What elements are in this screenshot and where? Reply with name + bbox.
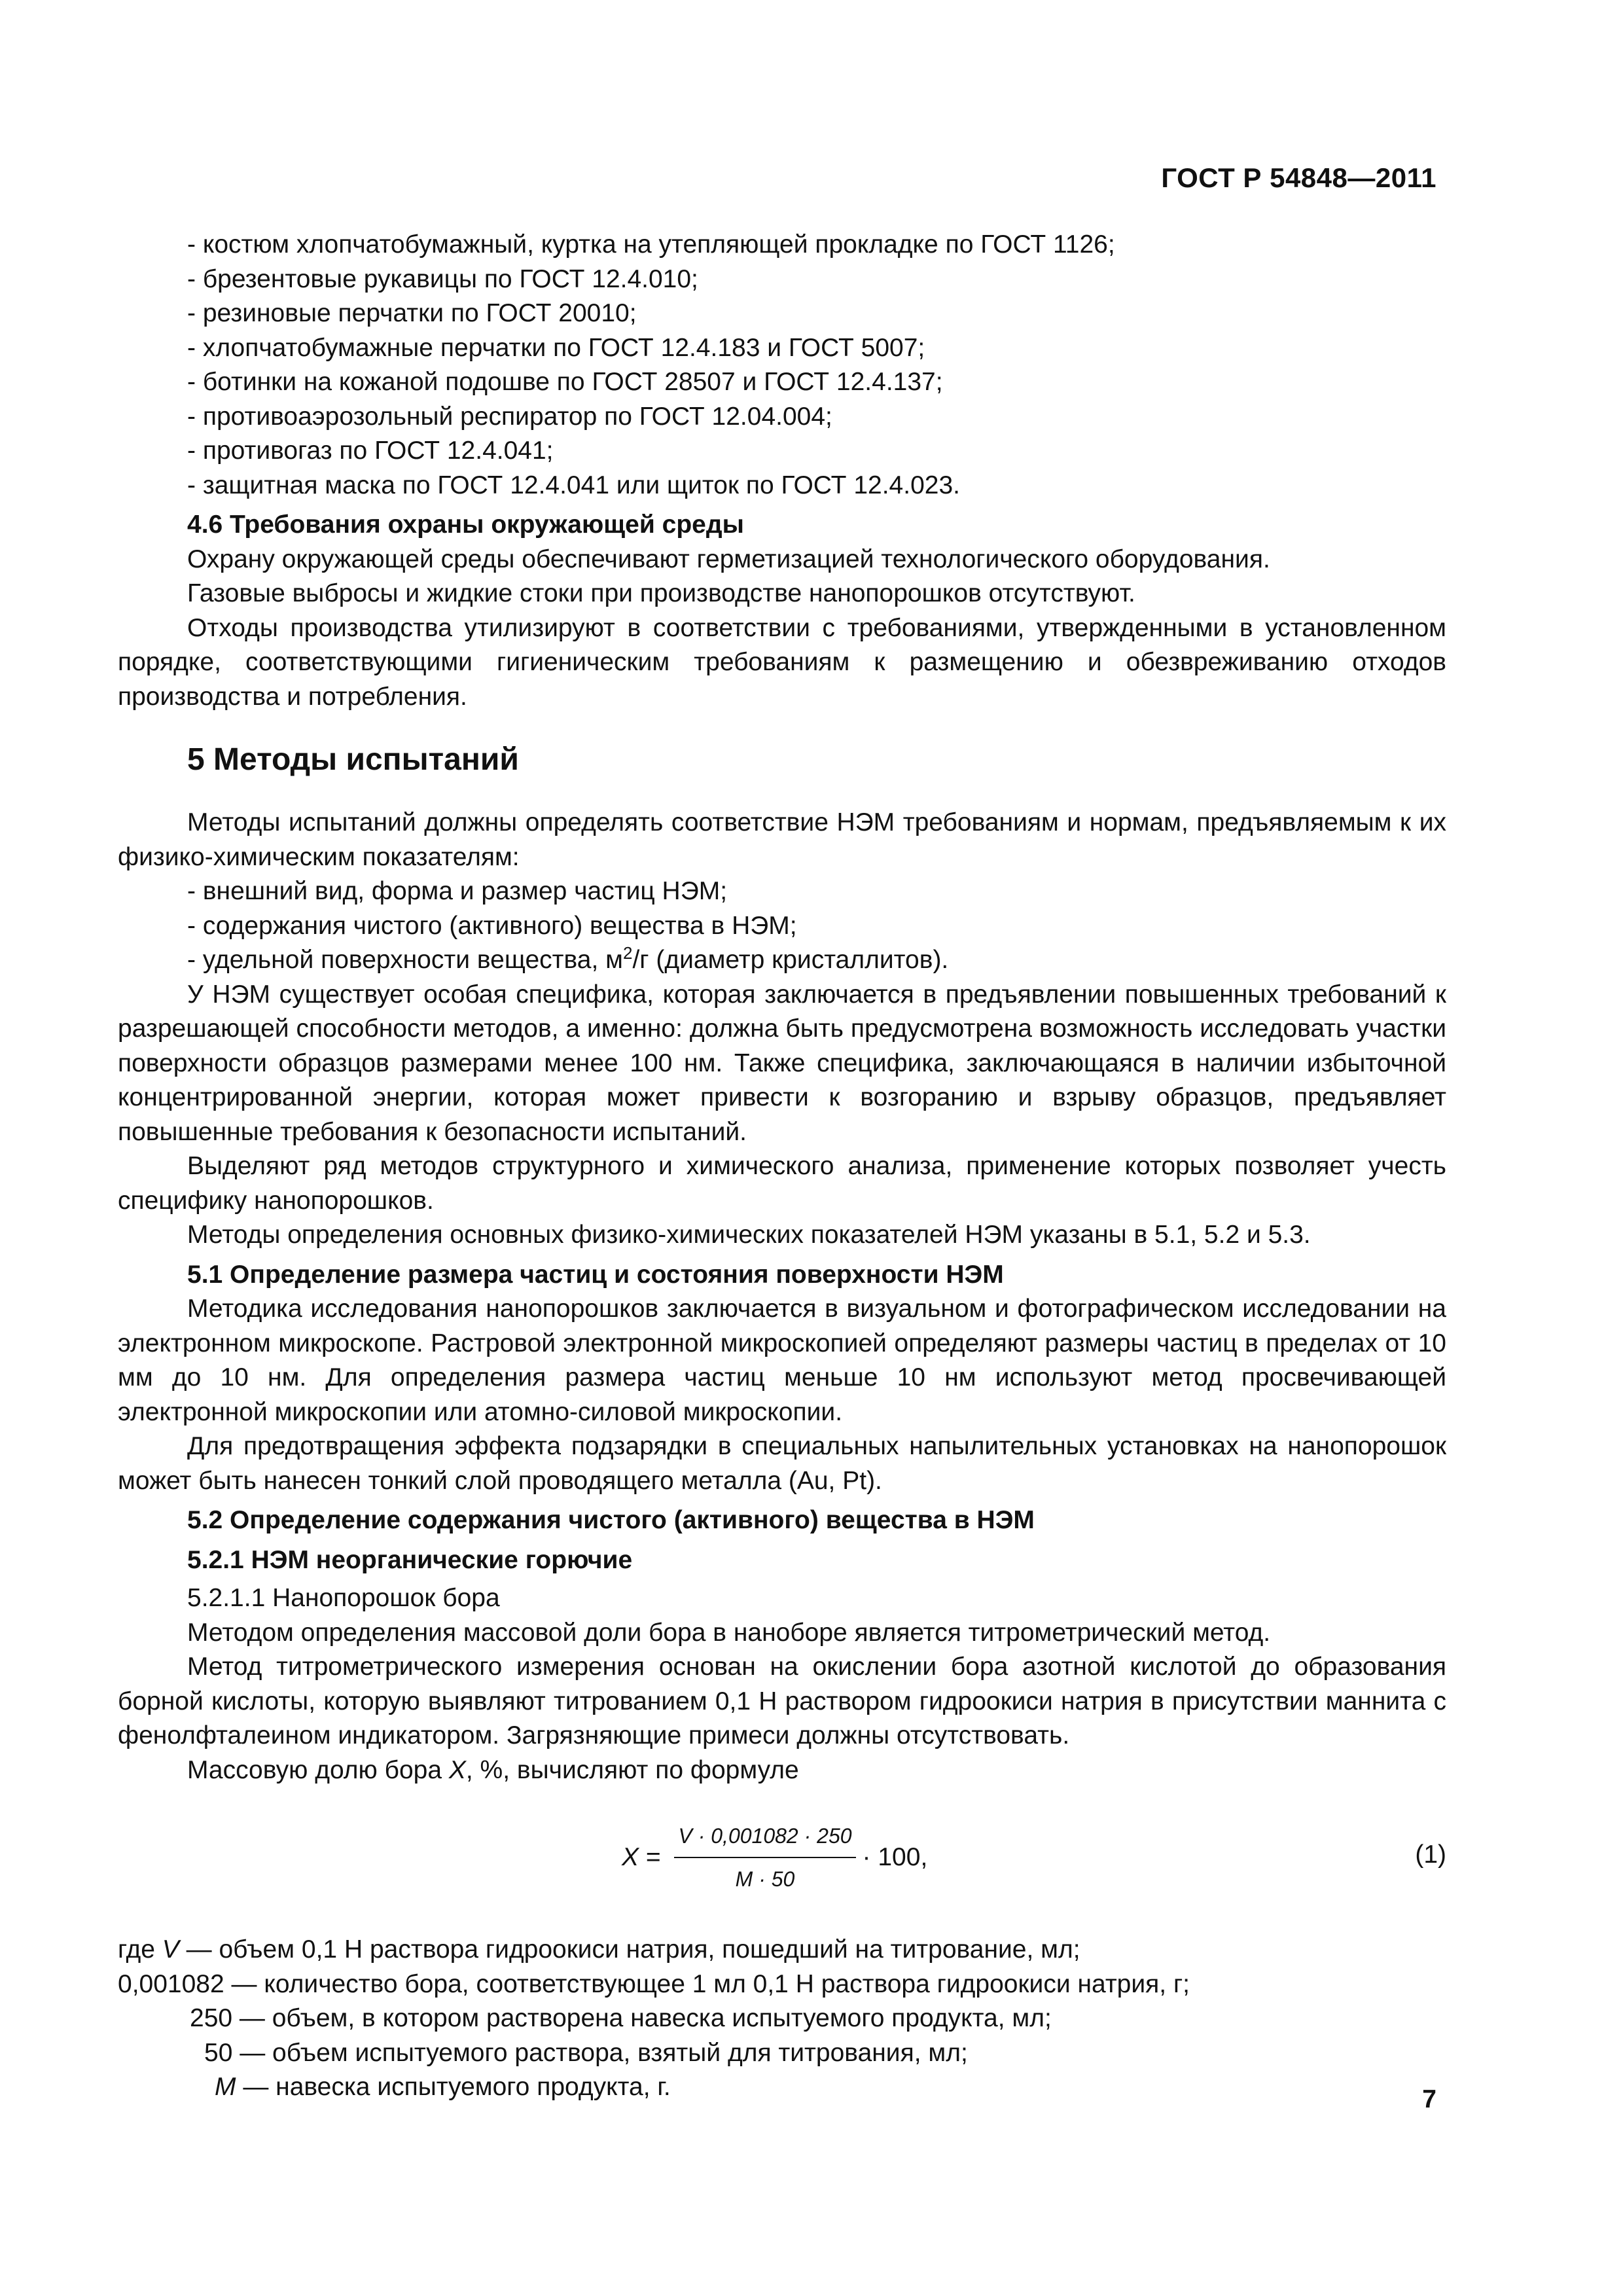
legend-text: 50 — объем испытуемого раствора, взятый для титрования, мл; xyxy=(204,2038,968,2067)
legend-item xyxy=(118,2070,1446,2105)
legend-prefix: где xyxy=(118,1935,162,1964)
document-number-header: ГОСТ Р 54848—2011 xyxy=(1161,162,1436,193)
legend-text: 250 — объем, в котором растворена навеска испытуемого продукта, мл; xyxy=(190,2004,1052,2032)
legend-item xyxy=(118,1933,1446,1967)
paragraph: Для предотвращения эффекта подзарядки в специальных напылительных установках на нанопорошок может быть нанесен тонкий слой проводящего металла (Au, Pt). xyxy=(118,1432,1446,1495)
paragraph: Метод титрометрического измерения основан на окислении бора азотной кислотой до образования борной кислоты, которую выявляют титрованием 0,1 Н раствором гидроокиси натрия в присутствии маннита с фенолфталеином индикатором. Загрязняющие примеси должны отсутствовать. xyxy=(118,1653,1446,1749)
equation-number: (1) xyxy=(1415,1840,1446,1869)
legend-item xyxy=(118,1967,1446,2002)
section-heading-5-2: 5.2 Определение содержания чистого (активного) вещества в НЭМ xyxy=(187,1506,1035,1534)
formula-denominator: M · 50 xyxy=(735,1867,795,1891)
list-item: - хлопчатобумажные перчатки по ГОСТ 12.4.183 и ГОСТ 5007; xyxy=(187,333,925,362)
legend-text: 0,001082 — количество бора, соответствующее 1 мл 0,1 Н раствора гидроокиси натрия, г; xyxy=(118,1969,1190,1998)
section-heading-5: 5 Методы испытаний xyxy=(187,742,519,777)
list-item: - брезентовые рукавицы по ГОСТ 12.4.010; xyxy=(187,264,698,293)
paragraph-text: , %, вычисляют по формуле xyxy=(465,1755,799,1784)
formula-equals: = xyxy=(639,1842,668,1871)
subsection-title-5-2-1-1: 5.2.1.1 Нанопорошок бора xyxy=(187,1584,500,1612)
legend-text: — навеска испытуемого продукта, г. xyxy=(236,2073,671,2101)
list-item xyxy=(118,943,1446,978)
paragraph: Методы определения основных физико-химических показателей НЭМ указаны в 5.1, 5.2 и 5.3. xyxy=(187,1221,1311,1249)
section-heading-5-2-1: 5.2.1 НЭМ неорганические горючие xyxy=(187,1545,633,1574)
page-content xyxy=(118,228,1446,2105)
list-item: - содержания чистого (активного) вещества в НЭМ; xyxy=(187,911,797,940)
section-heading-4-6: 4.6 Требования охраны окружающей среды xyxy=(187,511,744,539)
paragraph: Отходы производства утилизируют в соответствии с требованиями, утвержденными в установленном порядке, соответствующими гигиеническим требованиям к размещению и обезвреживанию отходов производства и потребления. xyxy=(118,613,1446,711)
legend-variable: M xyxy=(215,2073,236,2101)
paragraph-text: Массовую долю бора xyxy=(187,1755,449,1784)
list-item: - ботинки на кожаной подошве по ГОСТ 28507 и ГОСТ 12.4.137; xyxy=(187,368,943,396)
section-heading-5-1: 5.1 Определение размера частиц и состояния поверхности НЭМ xyxy=(187,1260,1004,1289)
list-item: - внешний вид, форма и размер частиц НЭМ; xyxy=(187,877,728,905)
paragraph: Методика исследования нанопорошков заключается в визуальном и фотографическом исследовании на электронном микроскопе. Растровой электронной микроскопией определяют размеры частиц в пределах от 10 мм до 10 нм. Для определения размера частиц меньше 10 нм используют метод просвечивающей электронной микроскопии или атомно-силовой микроскопии. xyxy=(118,1295,1446,1426)
paragraph xyxy=(118,1753,1446,1788)
list-item: - противогаз по ГОСТ 12.4.041; xyxy=(187,437,554,465)
formula-lhs: X xyxy=(622,1842,639,1871)
paragraph: Охрану окружающей среды обеспечивают герметизацией технологического оборудования. xyxy=(187,545,1270,573)
formula-numerator: V · 0,001082 · 250 xyxy=(674,1819,855,1859)
formula xyxy=(622,1808,927,1907)
formula-fraction xyxy=(674,1819,855,1897)
superscript: 2 xyxy=(622,943,633,963)
paragraph: У НЭМ существует особая специфика, которая заключается в предъявлении повышенных требований к разрешающей способности методов, а именно: должна быть предусмотрена возможность исследовать участки поверхности образцов размерами менее 100 нм. Также специфика, заключающаяся в наличии избыточной концентрированной энергии, которая может привести к возгоранию и взрыву образцов, предъявляет повышенные требования к безопасности испытаний. xyxy=(118,980,1446,1146)
legend-item xyxy=(118,2036,1446,2071)
list-item-text: /г (диаметр кристаллитов). xyxy=(632,946,949,974)
legend-text: — объем 0,1 Н раствора гидроокиси натрия, пошедший на титрование, мл; xyxy=(179,1935,1080,1964)
list-item: - защитная маска по ГОСТ 12.4.041 или щиток по ГОСТ 12.4.023. xyxy=(187,471,960,499)
paragraph: Методом определения массовой доли бора в наноборе является титрометрический метод. xyxy=(187,1618,1271,1647)
legend-item xyxy=(118,2001,1446,2036)
legend-variable: V xyxy=(162,1935,179,1964)
list-item: - резиновые перчатки по ГОСТ 20010; xyxy=(187,299,637,327)
page-number: 7 xyxy=(1422,2085,1436,2113)
formula-block xyxy=(118,1808,1446,1907)
paragraph: Газовые выбросы и жидкие стоки при производстве нанопорошков отсутствуют. xyxy=(187,579,1135,607)
list-item: - противоаэрозольный респиратор по ГОСТ 12.04.004; xyxy=(187,402,832,431)
paragraph: Выделяют ряд методов структурного и химического анализа, применение которых позволяет учесть специфику нанопорошков. xyxy=(118,1152,1446,1215)
list-item: - костюм хлопчатобумажный, куртка на утепляющей прокладке по ГОСТ 1126; xyxy=(187,230,1115,259)
variable: X xyxy=(448,1755,466,1784)
formula-tail: · 100, xyxy=(862,1842,928,1871)
list-item-text: - удельной поверхности вещества, м xyxy=(187,946,623,974)
paragraph: Методы испытаний должны определять соответствие НЭМ требованиям и нормам, предъявляемым к их физико-химическим показателям: xyxy=(118,808,1446,871)
